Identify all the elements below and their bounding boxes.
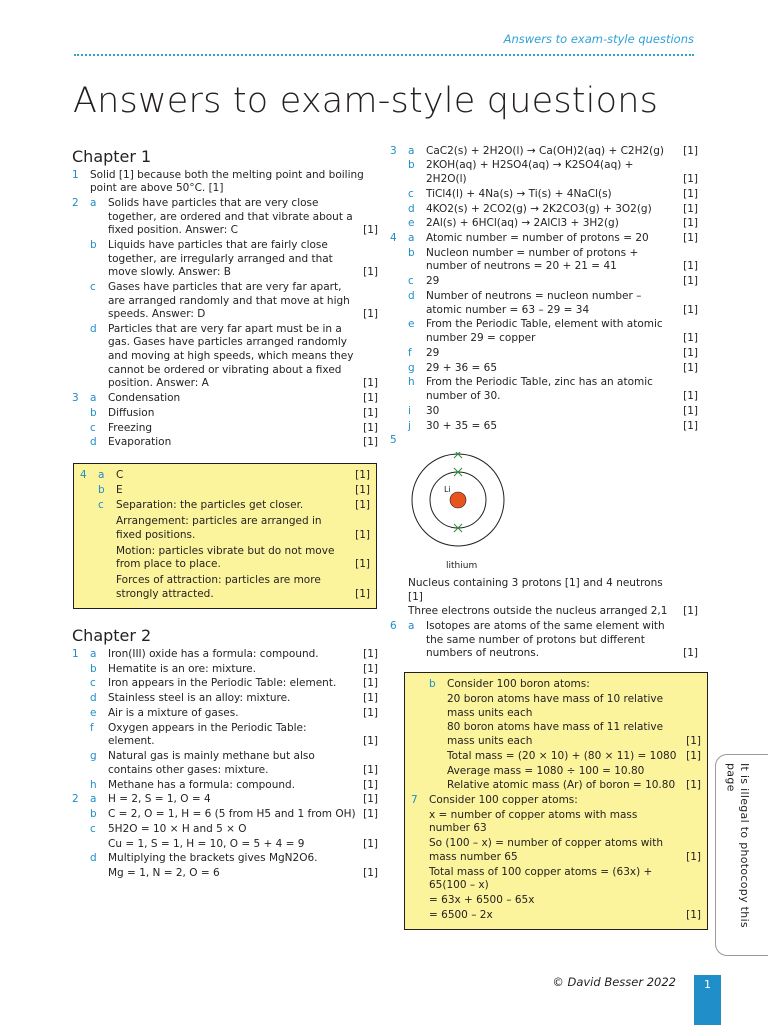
answer-text: 29 bbox=[426, 275, 440, 288]
part-letter: b bbox=[90, 406, 97, 419]
answer-text: Separation: the particles get closer. bbox=[116, 498, 304, 511]
part-letter: e bbox=[408, 318, 415, 331]
answer-text: 20 boron atoms have mass of 10 relative mass units each bbox=[447, 692, 664, 719]
chapter-1-answers bbox=[72, 168, 378, 451]
part-letter: d bbox=[90, 436, 97, 449]
answer-row bbox=[390, 159, 698, 187]
mark: [1] bbox=[363, 266, 378, 279]
part-letter: h bbox=[408, 376, 415, 389]
part-letter: i bbox=[408, 404, 411, 417]
answer-row bbox=[72, 196, 378, 238]
mark: [1] bbox=[683, 303, 698, 316]
question-number: 4 bbox=[390, 232, 397, 245]
answer-row bbox=[411, 764, 701, 779]
part-letter: a bbox=[408, 620, 415, 633]
part-letter: g bbox=[408, 361, 415, 374]
part-letter: d bbox=[408, 290, 415, 303]
mark: [1] bbox=[355, 483, 370, 496]
answer-text: Oxygen appears in the Periodic Table: element. bbox=[108, 721, 307, 748]
answer-text: Freezing bbox=[108, 421, 153, 434]
answer-row bbox=[72, 867, 378, 882]
nucleus bbox=[450, 492, 466, 508]
answer-row bbox=[411, 908, 701, 923]
mark: [1] bbox=[363, 308, 378, 321]
answer-row bbox=[411, 692, 701, 720]
mark: [1] bbox=[686, 850, 701, 863]
question-5-lines bbox=[390, 576, 698, 619]
mark: [1] bbox=[363, 406, 378, 419]
copyright-footer: © David Besser 2022 bbox=[552, 975, 676, 989]
question-6b-lines bbox=[411, 692, 701, 793]
answer-row bbox=[72, 677, 378, 692]
mark: [1] bbox=[683, 260, 698, 273]
mark: [1] bbox=[683, 647, 698, 660]
part-letter: e bbox=[408, 217, 415, 230]
mark: [1] bbox=[363, 436, 378, 449]
mark: [1] bbox=[363, 867, 378, 880]
chapter-2-question-2 bbox=[72, 793, 378, 882]
answer-row bbox=[411, 749, 701, 764]
answer-row bbox=[390, 419, 698, 434]
mark: [1] bbox=[363, 837, 378, 850]
answer-row bbox=[390, 246, 698, 274]
answer-row bbox=[72, 692, 378, 707]
answer-text: CaC2(s) + 2H2O(l) → Ca(OH)2(aq) + C2H2(g) bbox=[426, 144, 665, 157]
answer-row bbox=[390, 217, 698, 232]
part-letter: c bbox=[90, 421, 96, 434]
part-letter: d bbox=[90, 692, 97, 705]
answer-text: = 63x + 6500 – 65x bbox=[429, 893, 535, 906]
part-letter: b bbox=[408, 159, 415, 172]
mark: [1] bbox=[683, 605, 698, 618]
mark: [1] bbox=[683, 187, 698, 200]
mark: [1] bbox=[363, 421, 378, 434]
part-letter: d bbox=[408, 202, 415, 215]
answer-row bbox=[390, 275, 698, 290]
mark: [1] bbox=[683, 217, 698, 230]
mark: [1] bbox=[363, 392, 378, 405]
answer-text: C bbox=[116, 469, 124, 482]
part-letter: d bbox=[90, 322, 97, 335]
electron bbox=[454, 452, 462, 458]
answer-row bbox=[390, 187, 698, 202]
mark: [1] bbox=[363, 224, 378, 237]
answer-row bbox=[411, 808, 701, 836]
mark: [1] bbox=[363, 377, 378, 390]
mark: [1] bbox=[363, 735, 378, 748]
answer-text: Methane has a formula: compound. bbox=[108, 778, 296, 791]
mark: [1] bbox=[363, 793, 378, 806]
answer-text: TiCl4(l) + 4Na(s) → Ti(s) + 4NaCl(s) bbox=[426, 187, 612, 200]
answer-text: Relative atomic mass (Ar) of boron = 10.80 bbox=[447, 779, 676, 792]
answer-text: Number of neutrons = nucleon number – atomic number = 63 – 29 = 34 bbox=[426, 290, 642, 316]
question-4c-lines bbox=[80, 513, 370, 602]
answer-text: Mg = 1, N = 2, O = 6 bbox=[108, 867, 220, 880]
answer-text: Solids have particles that are very close together, are ordered and that vibrate about a fixed position. Answer: C bbox=[108, 196, 353, 237]
mark: [1] bbox=[363, 763, 378, 776]
mark: [1] bbox=[363, 808, 378, 821]
answer-text: Forces of attraction: particles are more strongly attracted. bbox=[116, 574, 321, 601]
question-number: 3 bbox=[72, 392, 79, 405]
mark: [1] bbox=[363, 647, 378, 660]
answer-row bbox=[390, 144, 698, 159]
header-divider bbox=[74, 54, 694, 56]
question-number: 2 bbox=[72, 196, 79, 209]
question-number: 2 bbox=[72, 793, 79, 806]
answer-row bbox=[411, 893, 701, 908]
answer-text: Arrangement: particles are arranged in fixed positions. bbox=[116, 514, 322, 541]
mark: [1] bbox=[363, 778, 378, 791]
part-letter: c bbox=[408, 275, 414, 288]
part-letter: e bbox=[90, 706, 97, 719]
answer-row bbox=[390, 361, 698, 376]
left-column bbox=[72, 146, 378, 881]
answer-row bbox=[390, 404, 698, 419]
chapter-2-question-1 bbox=[72, 647, 378, 792]
mark: [1] bbox=[683, 389, 698, 402]
mark: [1] bbox=[683, 232, 698, 245]
mark: [1] bbox=[686, 908, 701, 921]
answer-text: Total mass of 100 copper atoms = (63x) + 65(100 – x) bbox=[429, 865, 653, 892]
answer-text: Hematite is an ore: mixture. bbox=[108, 662, 256, 675]
part-letter: a bbox=[90, 647, 97, 660]
answer-text: 80 boron atoms have mass of 11 relative mass units each bbox=[447, 721, 664, 747]
answer-row bbox=[72, 750, 378, 778]
part-letter: a bbox=[90, 196, 97, 209]
mark: [1] bbox=[683, 202, 698, 215]
mark: [1] bbox=[363, 662, 378, 675]
mark: [1] bbox=[355, 558, 370, 571]
answer-text: Nucleon number = number of protons + number of neutrons = 20 + 21 = 41 bbox=[426, 246, 639, 273]
answer-text: 2Al(s) + 6HCl(aq) → 2AlCl3 + 3H2(g) bbox=[426, 217, 619, 230]
mark: [1] bbox=[363, 706, 378, 719]
part-letter: a bbox=[98, 469, 105, 482]
highlight-box-question-4 bbox=[73, 463, 377, 610]
part-letter: c bbox=[90, 280, 96, 293]
photocopy-notice-text: It is illegal to photocopy this page bbox=[724, 763, 752, 928]
answer-row bbox=[390, 376, 698, 404]
part-letter: f bbox=[408, 346, 412, 359]
answer-row bbox=[390, 232, 698, 247]
question-number: 6 bbox=[390, 620, 397, 633]
question-number: 4 bbox=[80, 469, 87, 482]
mark: [1] bbox=[683, 332, 698, 344]
question-4-answers bbox=[390, 232, 698, 434]
answer-row bbox=[80, 483, 370, 498]
answer-text: Natural gas is mainly methane but also contains other gases: mixture. bbox=[108, 750, 315, 776]
answer-row bbox=[390, 318, 698, 346]
answer-text: 2KOH(aq) + H2SO4(aq) → K2SO4(aq) + 2H2O(l) bbox=[426, 159, 634, 185]
mark: [1] bbox=[683, 275, 698, 288]
answer-text: Total mass = (20 × 10) + (80 × 11) = 1080 bbox=[447, 749, 677, 762]
mark: [1] bbox=[363, 677, 378, 690]
mark: [1] bbox=[683, 346, 698, 359]
answer-text: 30 + 35 = 65 bbox=[426, 419, 498, 432]
mark: [1] bbox=[683, 419, 698, 432]
part-letter: b bbox=[429, 678, 436, 691]
answer-row bbox=[72, 391, 378, 406]
answer-text: Three electrons outside the nucleus arranged 2,1 bbox=[408, 605, 668, 618]
part-letter: j bbox=[408, 419, 411, 432]
answer-row bbox=[72, 238, 378, 280]
answer-text: Stainless steel is an alloy: mixture. bbox=[108, 692, 291, 705]
part-letter: b bbox=[98, 483, 105, 496]
answer-text: Solid [1] because both the melting point and boiling point are above 50°C. [1] bbox=[90, 168, 364, 195]
mark: [1] bbox=[355, 528, 370, 541]
answer-row bbox=[390, 346, 698, 361]
mark: [1] bbox=[355, 588, 370, 601]
mark: [1] bbox=[683, 172, 698, 185]
part-letter: b bbox=[90, 808, 97, 821]
answer-row bbox=[390, 289, 698, 317]
question-number: 1 bbox=[72, 168, 79, 181]
answer-row bbox=[80, 498, 370, 513]
answer-row bbox=[411, 865, 701, 893]
part-letter: c bbox=[90, 822, 96, 835]
answer-row bbox=[72, 793, 378, 808]
part-letter: f bbox=[90, 721, 94, 734]
mark: [1] bbox=[355, 498, 370, 511]
question-number: 5 bbox=[390, 434, 397, 447]
answer-row bbox=[72, 421, 378, 436]
mark: [1] bbox=[683, 404, 698, 417]
answer-text: Particles that are very far apart must be in a gas. Gases have particles arranged randomly and moving at high speeds, which means they cannot be ordered or vibrating about a fixed position. Answer: A bbox=[108, 322, 354, 390]
part-letter: a bbox=[408, 144, 415, 157]
page-number: 1 bbox=[694, 975, 721, 1025]
answer-row bbox=[72, 436, 378, 451]
answer-row bbox=[72, 852, 378, 867]
mark: [1] bbox=[683, 361, 698, 374]
answer-row bbox=[72, 647, 378, 662]
answer-text: Iron appears in the Periodic Table: element. bbox=[108, 677, 337, 690]
mark: [1] bbox=[363, 692, 378, 705]
mark: [1] bbox=[686, 734, 701, 747]
chapter-2-title: Chapter 2 bbox=[72, 626, 152, 646]
answer-text: Cu = 1, S = 1, H = 10, O = 5 + 4 = 9 bbox=[108, 837, 305, 850]
answer-text: x = number of copper atoms with mass number 63 bbox=[429, 808, 638, 835]
answer-text: Motion: particles vibrate but do not move from place to place. bbox=[116, 544, 335, 571]
answer-row bbox=[390, 202, 698, 217]
question-number: 7 bbox=[411, 794, 418, 807]
answer-row bbox=[72, 807, 378, 822]
answer-text: So (100 – x) = number of copper atoms with mass number 65 bbox=[429, 837, 663, 863]
atom-caption: lithium bbox=[446, 561, 478, 572]
answer-row bbox=[411, 837, 701, 865]
answer-text: Nucleus containing 3 protons [1] and 4 neutrons [1] bbox=[408, 577, 663, 603]
atom-symbol: Li bbox=[444, 485, 451, 495]
answer-text: Condensation bbox=[108, 392, 181, 405]
answer-text: From the Periodic Table, element with atomic number 29 = copper bbox=[426, 318, 663, 344]
part-letter: b bbox=[90, 238, 97, 251]
answer-row bbox=[72, 706, 378, 721]
answer-text: 4KO2(s) + 2CO2(g) → 2K2CO3(g) + 3O2(g) bbox=[426, 202, 652, 215]
answer-text: Iron(III) oxide has a formula: compound. bbox=[108, 647, 319, 660]
answer-row bbox=[80, 469, 370, 484]
answer-text: = 6500 – 2x bbox=[429, 908, 493, 921]
answer-row bbox=[72, 822, 378, 837]
atom-diagram-svg bbox=[408, 452, 518, 572]
answer-row bbox=[411, 678, 701, 693]
answer-row bbox=[411, 793, 701, 808]
part-letter: a bbox=[90, 392, 97, 405]
running-header: Answers to exam-style questions bbox=[503, 32, 694, 46]
question-number: 1 bbox=[72, 647, 79, 660]
answer-row bbox=[72, 168, 378, 196]
answer-row bbox=[390, 605, 698, 620]
answer-row bbox=[80, 513, 370, 543]
question-7-lines bbox=[411, 808, 701, 923]
answer-text: E bbox=[116, 483, 123, 496]
answer-row bbox=[72, 662, 378, 677]
answer-row bbox=[72, 322, 378, 391]
answer-text: 29 bbox=[426, 346, 440, 359]
part-letter: g bbox=[90, 750, 97, 763]
photocopy-notice-tab bbox=[715, 754, 768, 956]
answer-text: Isotopes are atoms of the same element with the same number of protons but different numbers of neutrons. bbox=[426, 620, 665, 660]
answer-text: Atomic number = number of protons = 20 bbox=[426, 232, 649, 245]
answer-text: From the Periodic Table, zinc has an atomic number of 30. bbox=[426, 376, 653, 402]
answer-text: Consider 100 boron atoms: bbox=[447, 678, 590, 691]
answer-text: Multiplying the brackets gives MgN2O6. bbox=[108, 852, 318, 865]
answer-row bbox=[72, 280, 378, 322]
part-letter: c bbox=[408, 187, 414, 200]
part-letter: a bbox=[408, 232, 415, 245]
answer-text: Air is a mixture of gases. bbox=[108, 706, 239, 719]
part-letter: b bbox=[408, 246, 415, 259]
mark: [1] bbox=[683, 144, 698, 157]
answer-row bbox=[72, 721, 378, 749]
right-column bbox=[390, 144, 701, 930]
answer-text: Average mass = 1080 ÷ 100 = 10.80 bbox=[447, 764, 645, 777]
answer-text: 29 + 36 = 65 bbox=[426, 361, 498, 374]
mark: [1] bbox=[355, 469, 370, 482]
answer-row bbox=[390, 576, 698, 604]
answer-row bbox=[72, 406, 378, 421]
answer-text: Liquids have particles that are fairly close together, are irregularly arranged and that move slowly. Answer: B bbox=[108, 238, 333, 279]
question-number: 3 bbox=[390, 144, 397, 157]
answer-text: H = 2, S = 1, O = 4 bbox=[108, 793, 211, 806]
answer-text: 30 bbox=[426, 404, 440, 417]
part-letter: c bbox=[90, 677, 96, 690]
highlight-box-questions-6b-7 bbox=[404, 672, 708, 930]
question-2-group bbox=[72, 196, 378, 391]
answer-row bbox=[411, 721, 701, 749]
answer-text: Diffusion bbox=[108, 406, 155, 419]
part-letter: c bbox=[98, 498, 104, 511]
answer-text: C = 2, O = 1, H = 6 (5 from H5 and 1 from OH) bbox=[108, 808, 356, 821]
answer-text: 5H2O = 10 × H and 5 × O bbox=[108, 822, 247, 835]
part-letter: h bbox=[90, 778, 97, 791]
answer-row bbox=[72, 837, 378, 852]
question-3-group bbox=[72, 391, 378, 450]
answer-text: Evaporation bbox=[108, 436, 172, 449]
answer-row bbox=[80, 543, 370, 573]
answer-text: Gases have particles that are very far apart, are arranged randomly and that move at high speeds. Answer: D bbox=[108, 280, 350, 321]
answer-row bbox=[390, 434, 698, 449]
mark: [1] bbox=[686, 779, 701, 792]
question-3-equations bbox=[390, 144, 698, 232]
part-letter: a bbox=[90, 793, 97, 806]
answer-row bbox=[80, 572, 370, 602]
answer-row bbox=[390, 620, 698, 662]
answer-row bbox=[411, 779, 701, 794]
mark: [1] bbox=[686, 749, 701, 762]
part-letter: b bbox=[90, 662, 97, 675]
answer-text: Consider 100 copper atoms: bbox=[429, 794, 578, 807]
answer-row bbox=[72, 778, 378, 793]
lithium-atom-diagram bbox=[408, 452, 518, 572]
part-letter: d bbox=[90, 852, 97, 865]
page-title: Answers to exam-style questions bbox=[73, 81, 659, 121]
chapter-1-title: Chapter 1 bbox=[72, 147, 152, 166]
